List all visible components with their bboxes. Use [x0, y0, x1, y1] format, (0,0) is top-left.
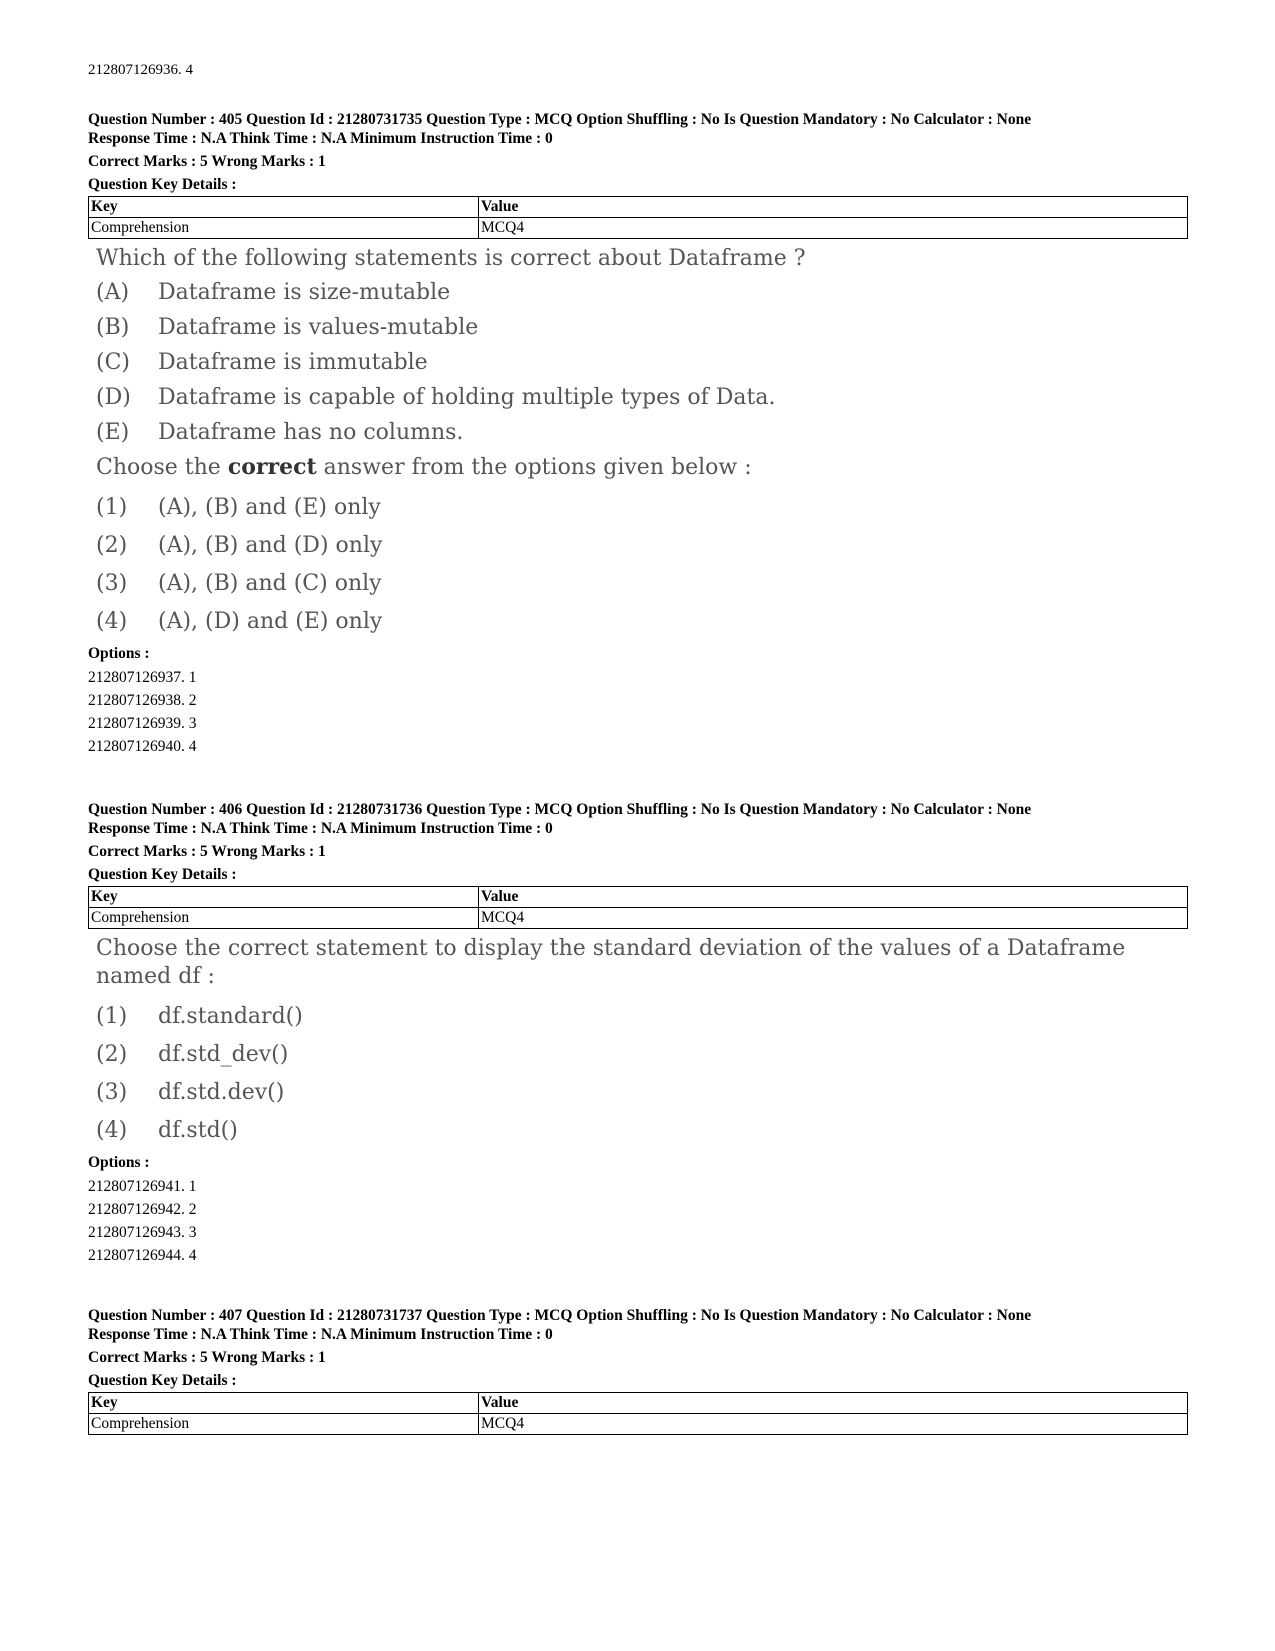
key-cell: Comprehension	[89, 218, 479, 239]
key-cell: Comprehension	[89, 908, 479, 929]
answer-choice: (4) (A), (D) and (E) only	[96, 609, 383, 634]
statement-item: (D) Dataframe is capable of holding multiple types of Data.	[96, 385, 776, 410]
question-meta-line1: Question Number : 405 Question Id : 21280731735 Question Type : MCQ Option Shuffling : No Is Question Mandatory : No Calculator : None	[88, 111, 1032, 128]
key-header: Key	[89, 887, 479, 908]
option-id: 212807126939. 3	[88, 715, 197, 732]
statement-item: (A) Dataframe is size-mutable	[96, 280, 451, 305]
option-id: 212807126941. 1	[88, 1178, 197, 1195]
marks-line: Correct Marks : 5 Wrong Marks : 1	[88, 153, 326, 170]
value-cell: MCQ4	[479, 1414, 1188, 1435]
options-label: Options :	[88, 645, 150, 662]
value-cell: MCQ4	[479, 908, 1188, 929]
marks-line: Correct Marks : 5 Wrong Marks : 1	[88, 843, 326, 860]
question-407	[88, 1306, 1188, 1435]
answer-choice: (2) df.std_dev()	[96, 1042, 289, 1067]
statement-item: (B) Dataframe is values-mutable	[96, 315, 479, 340]
key-header: Key	[89, 1393, 479, 1414]
question-meta-line1: Question Number : 407 Question Id : 21280731737 Question Type : MCQ Option Shuffling : No Is Question Mandatory : No Calculator : None	[88, 1307, 1032, 1324]
option-id: 212807126943. 3	[88, 1224, 197, 1241]
options-label: Options :	[88, 1154, 150, 1171]
statement-item: (C) Dataframe is immutable	[96, 350, 428, 375]
key-details-table	[88, 196, 1188, 239]
key-details-table	[88, 1392, 1188, 1435]
key-details-table	[88, 886, 1188, 929]
value-header: Value	[479, 1393, 1188, 1414]
answer-instruction: Choose the correct answer from the options given below :	[96, 454, 752, 480]
question-stem: Which of the following statements is correct about Dataframe ?	[96, 246, 806, 271]
answer-choice: (1) (A), (B) and (E) only	[96, 495, 381, 520]
value-header: Value	[479, 887, 1188, 908]
question-body	[88, 935, 1188, 1145]
option-id: 212807126940. 4	[88, 738, 197, 755]
question-stem: Choose the correct statement to display the standard deviation of the values of a Dataframe named df :	[96, 936, 1126, 989]
key-cell: Comprehension	[89, 1414, 479, 1435]
key-details-label: Question Key Details :	[88, 866, 237, 883]
statement-item: (E) Dataframe has no columns.	[96, 420, 464, 445]
value-cell: MCQ4	[479, 218, 1188, 239]
question-body	[88, 245, 1188, 636]
option-id: 212807126944. 4	[88, 1247, 197, 1264]
question-meta-line2: Response Time : N.A Think Time : N.A Minimum Instruction Time : 0	[88, 820, 553, 837]
question-meta-line1: Question Number : 406 Question Id : 21280731736 Question Type : MCQ Option Shuffling : No Is Question Mandatory : No Calculator : None	[88, 801, 1032, 818]
key-details-label: Question Key Details :	[88, 176, 237, 193]
value-header: Value	[479, 197, 1188, 218]
key-header: Key	[89, 197, 479, 218]
key-details-label: Question Key Details :	[88, 1372, 237, 1389]
answer-choice: (2) (A), (B) and (D) only	[96, 533, 383, 558]
answer-choice: (1) df.standard()	[96, 1004, 303, 1029]
marks-line: Correct Marks : 5 Wrong Marks : 1	[88, 1349, 326, 1366]
answer-choice: (4) df.std()	[96, 1118, 238, 1143]
option-id: 212807126938. 2	[88, 692, 197, 709]
answer-choice: (3) df.std.dev()	[96, 1080, 285, 1105]
question-405	[88, 110, 1188, 758]
option-id: 212807126937. 1	[88, 669, 197, 686]
option-id: 212807126942. 2	[88, 1201, 197, 1218]
question-meta-line2: Response Time : N.A Think Time : N.A Minimum Instruction Time : 0	[88, 130, 553, 147]
previous-option-line: 212807126936. 4	[88, 62, 193, 78]
question-meta-line2: Response Time : N.A Think Time : N.A Minimum Instruction Time : 0	[88, 1326, 553, 1343]
question-406	[88, 800, 1188, 1267]
answer-choice: (3) (A), (B) and (C) only	[96, 571, 382, 596]
